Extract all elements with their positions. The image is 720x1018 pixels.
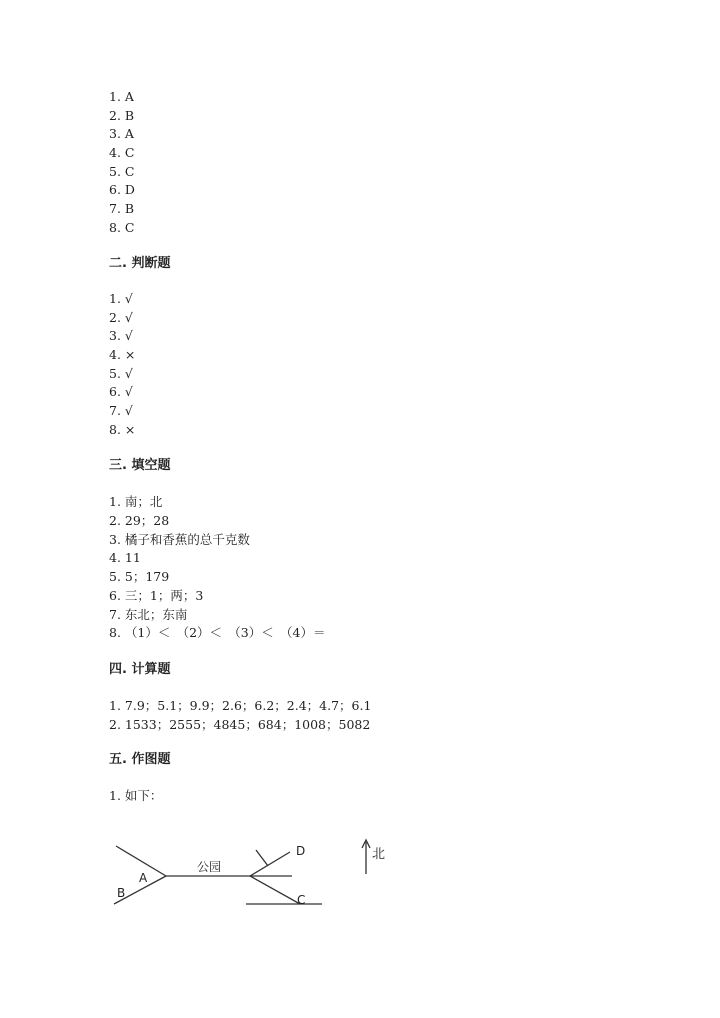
calc-section-title: 四. 计算题 bbox=[109, 662, 171, 677]
choice-answer-3: 3. A bbox=[109, 126, 134, 141]
calc-answer-1: 1. 7.9；5.1；9.9；2.6；6.2；2.4；4.7；6.1 bbox=[109, 698, 372, 713]
fill-answer-1: 1. 南；北 bbox=[109, 494, 163, 509]
route-line-d bbox=[250, 852, 290, 876]
route-line-c bbox=[250, 876, 300, 904]
fill-answer-3: 3. 橘子和香蕉的总千克数 bbox=[109, 532, 250, 547]
choice-answer-8: 8. C bbox=[109, 220, 135, 235]
label-park: 公园 bbox=[197, 860, 222, 874]
judge-answer-7: 7. √ bbox=[109, 403, 133, 418]
route-figure bbox=[100, 830, 400, 915]
choice-answer-6: 6. D bbox=[109, 182, 135, 197]
judge-answer-6: 6. √ bbox=[109, 384, 133, 399]
fill-answer-5: 5. 5；179 bbox=[109, 569, 170, 584]
route-line-d-tick bbox=[256, 850, 268, 866]
fill-answer-4: 4. 11 bbox=[109, 550, 141, 565]
fill-answer-6: 6. 三；1；两；3 bbox=[109, 588, 204, 603]
judge-answer-1: 1. √ bbox=[109, 291, 133, 306]
fill-answer-8: 8. （1）＜ （2）＜ （3）＜ （4）＝ bbox=[109, 625, 326, 640]
judge-answer-2: 2. √ bbox=[109, 310, 133, 325]
judge-answer-4: 4. × bbox=[109, 347, 136, 362]
choice-answer-7: 7. B bbox=[109, 201, 135, 216]
judge-answer-5: 5. √ bbox=[109, 366, 133, 381]
fill-answer-7: 7. 东北；东南 bbox=[109, 607, 188, 622]
judge-answer-8: 8. × bbox=[109, 422, 136, 437]
label-b: B bbox=[117, 886, 126, 900]
choice-answer-1: 1. A bbox=[109, 89, 134, 104]
choice-answer-5: 5. C bbox=[109, 164, 135, 179]
label-c: C bbox=[297, 893, 306, 907]
draw-section-title: 五. 作图题 bbox=[109, 752, 171, 767]
choice-answer-4: 4. C bbox=[109, 145, 135, 160]
fill-answer-2: 2. 29；28 bbox=[109, 513, 170, 528]
label-a: A bbox=[139, 871, 148, 885]
choice-answer-2: 2. B bbox=[109, 108, 135, 123]
label-d: D bbox=[296, 844, 306, 858]
calc-answer-2: 2. 1533；2555；4845；684；1008；5082 bbox=[109, 717, 371, 732]
judge-section-title: 二. 判断题 bbox=[109, 256, 171, 271]
fill-section-title: 三. 填空题 bbox=[109, 458, 171, 473]
label-north: 北 bbox=[372, 847, 386, 862]
judge-answer-3: 3. √ bbox=[109, 328, 133, 343]
draw-answer-1: 1. 如下： bbox=[109, 788, 163, 803]
